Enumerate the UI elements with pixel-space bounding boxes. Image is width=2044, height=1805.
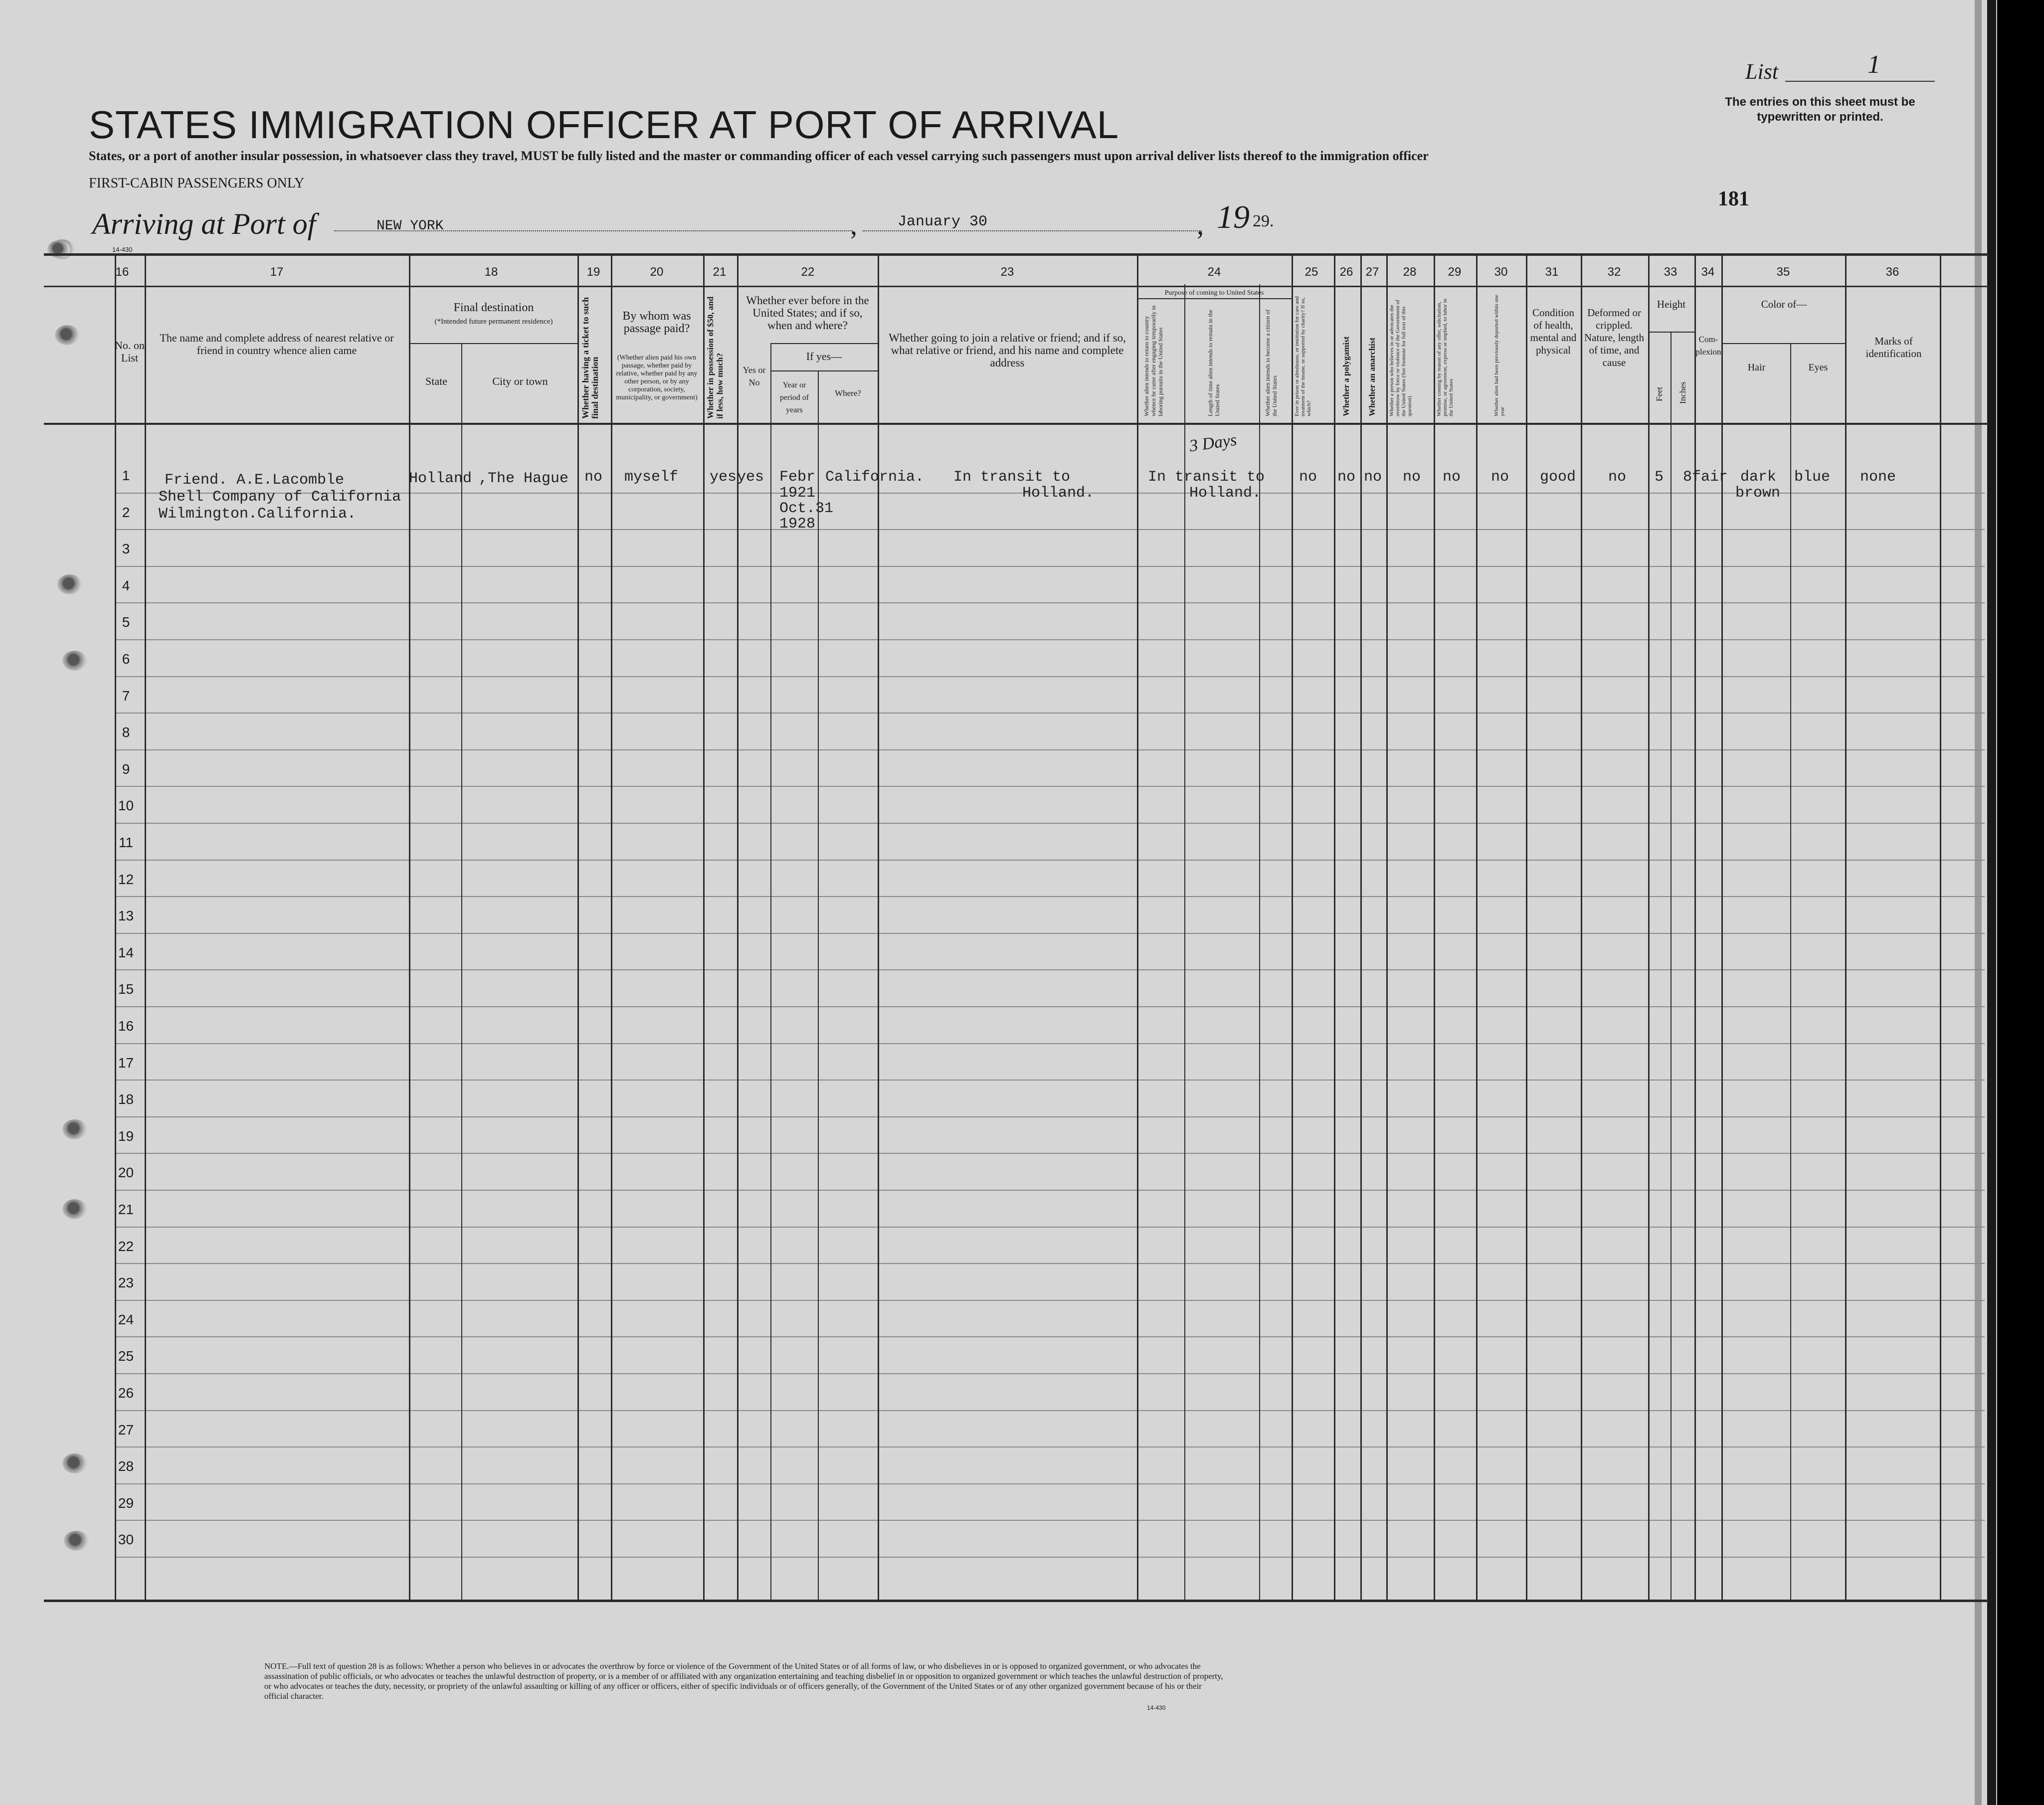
- col-divider: [737, 253, 739, 1600]
- entry-year2b: 1928: [779, 516, 816, 533]
- row-line: [115, 1263, 1985, 1264]
- col-divider: [115, 253, 116, 1600]
- punch-hole: [62, 651, 87, 671]
- row-line: [115, 896, 1985, 897]
- entry-eyes: blue: [1794, 469, 1831, 486]
- column-number: 29: [1448, 265, 1462, 279]
- row-number: 1: [122, 468, 130, 483]
- entry-fifty: yes: [710, 469, 737, 486]
- row-number: 15: [118, 981, 134, 997]
- col-divider: [1292, 253, 1293, 1600]
- row-number: 20: [118, 1165, 134, 1181]
- punch-hole: [62, 1453, 87, 1473]
- entry-length-stay: 3 Days: [1188, 430, 1238, 456]
- header-prison: Ever in prison or almshouse, or institution for care and treatment of the insane, or supported by charity? If so, which?: [1294, 296, 1312, 416]
- entry-polygamist: no: [1337, 469, 1356, 486]
- column-number: 22: [801, 265, 815, 279]
- header-q30: Whether alien had been previously deported within one year: [1493, 294, 1505, 416]
- row-number: 11: [118, 835, 134, 850]
- header-eyes: Eyes: [1808, 362, 1828, 373]
- entry-relative-line2: Shell Company of California: [159, 489, 401, 506]
- row-line: [115, 1557, 1985, 1558]
- header-ever-before: Whether ever before in the United States; and if so, when and where?: [746, 294, 869, 332]
- column-number: 17: [270, 265, 284, 279]
- header-ticket: Whether having a ticket to such final destination: [580, 297, 600, 419]
- col-divider: [1434, 253, 1435, 1600]
- col-divider: [878, 253, 879, 1600]
- row-number: 6: [122, 651, 130, 667]
- entry-ticket: no: [584, 469, 603, 486]
- header-inches: Inches: [1678, 381, 1687, 404]
- header-passage-paid: By whom was passage paid?: [622, 310, 691, 335]
- header-polygamist: Whether a polygamist: [1341, 336, 1351, 416]
- column-number: 35: [1776, 265, 1790, 279]
- entry-year1: Febr: [779, 469, 816, 486]
- row-number: 13: [118, 908, 134, 924]
- header-purpose-return: Whether alien intends to return to country whence he came after engaging temporarily in laboring pursuits in the United States: [1143, 305, 1164, 416]
- instruction-text: States, or a port of another insular possession, in whatsoever class they travel, MUST be fully listed and the master or commanding officer of each vessel carrying such passengers must upon arrival deliver lists thereof to the immigration officer: [89, 149, 1429, 163]
- row-number: 17: [118, 1055, 134, 1071]
- column-number: 23: [1000, 265, 1014, 279]
- row-line: [115, 529, 1985, 530]
- header-no-on-list: No. on List: [115, 339, 145, 364]
- col-divider: [1694, 253, 1696, 1600]
- row-line: [115, 933, 1985, 934]
- header-marks: Marks of identification: [1865, 335, 1922, 360]
- col-divider: [1137, 253, 1138, 1600]
- subheader-rule: [409, 343, 577, 344]
- entry-deformed: no: [1608, 469, 1627, 486]
- header-color-of: Color of—: [1761, 298, 1807, 310]
- entry-q28: no: [1403, 469, 1421, 486]
- header-anarchist: Whether an anarchist: [1367, 337, 1377, 416]
- row-number: 29: [118, 1495, 134, 1511]
- col-divider: [1940, 253, 1941, 1600]
- comma-separator: ,: [1197, 210, 1204, 241]
- column-number: 20: [650, 265, 664, 279]
- column-number: 36: [1885, 265, 1899, 279]
- form-code-top: 14-430: [112, 246, 133, 253]
- header-yes-no: Yes or No: [743, 365, 766, 387]
- header-purpose: Purpose of coming to United States: [1164, 289, 1264, 297]
- header-deformed: Deformed or crippled. Nature, length of time, and cause: [1584, 307, 1645, 368]
- entry-prison: no: [1299, 469, 1317, 486]
- row-line: [115, 1080, 1985, 1081]
- entry-health: good: [1540, 469, 1576, 486]
- row-number: 5: [122, 614, 130, 630]
- list-number: 1: [1867, 50, 1880, 79]
- row-number: 8: [122, 724, 130, 740]
- column-number: 28: [1403, 265, 1417, 279]
- header-nearest-relative: The name and complete address of nearest relative or friend in country whence alien came: [160, 332, 394, 357]
- header-join-relative: Whether going to join a relative or friend; and if so, what relative or friend, and his name and complete address: [889, 332, 1126, 369]
- subheader-rule: [770, 370, 878, 371]
- entry-city: ,The Hague: [479, 470, 569, 487]
- header-health: Condition of health, mental and physical: [1530, 307, 1577, 356]
- entry-complexion: fair: [1692, 469, 1728, 486]
- entry-q30: no: [1491, 469, 1509, 486]
- entry-purpose-return: In transit to: [1148, 469, 1265, 486]
- row-number: 14: [118, 944, 134, 960]
- row-number: 12: [118, 871, 134, 887]
- entry-feet: 5: [1655, 469, 1664, 486]
- column-number: 24: [1207, 265, 1221, 279]
- year-prefix: 19: [1217, 199, 1250, 235]
- row-number: 25: [118, 1348, 134, 1364]
- row-number: 21: [118, 1202, 134, 1217]
- punch-hole: [64, 1531, 89, 1551]
- subheader-rule: [1648, 332, 1694, 333]
- row-line: [115, 1043, 1985, 1044]
- punch-hole: [57, 574, 82, 594]
- row-number: 26: [118, 1385, 134, 1401]
- header-year-period: Year or period of years: [779, 381, 809, 414]
- row-line: [115, 566, 1985, 567]
- row-number: 23: [118, 1275, 134, 1291]
- col-divider: [611, 253, 612, 1600]
- row-number: 9: [122, 761, 130, 777]
- entry-year2: Oct.31: [779, 500, 834, 517]
- form-title: STATES IMMIGRATION OFFICER AT PORT OF ARRIVAL: [89, 103, 1119, 147]
- header-if-yes: If yes—: [806, 350, 842, 362]
- entry-inches: 8: [1683, 469, 1692, 486]
- row-number: 4: [122, 577, 130, 593]
- row-number: 3: [122, 541, 130, 557]
- header-q28: Whether a person who believes in or advocates the overthrow by force or violence of the Government of the United States (See footnote for full text of this question): [1389, 300, 1413, 416]
- row-number: 22: [118, 1238, 134, 1254]
- column-number: 21: [713, 265, 727, 279]
- row-number: 16: [118, 1018, 134, 1034]
- row-line: [115, 1116, 1985, 1117]
- entry-relative-line3: Wilmington.California.: [159, 506, 357, 523]
- entry-q29: no: [1443, 469, 1461, 486]
- footnote: NOTE.—Full text of question 28 is as follows: Whether a person who believes in or advocates the overthrow by force or violence of the Government of the United States or of all forms of law, or who disbelieves in or is opposed to organized government, or who advocates the assassination of public officials, or who advocates or teaches the unlawful destruction of property, or is a member of or affiliated with any organization entertaining and teaching disbelief in or opposition to organized government or which teaches the unlawful destruction of property, or who advocates or teaches the duty, necessity, or propriety of the unlawful assaulting or killing of any officer or officers, either of specific individuals or of officers generally, of the Government of the United States or of any other organized government because of his or their official character.: [264, 1661, 1223, 1701]
- entry-join2: Holland.: [1022, 485, 1095, 502]
- entry-relative-line1: Friend. A.E.Lacomble: [165, 472, 345, 489]
- arrival-port: NEW YORK: [376, 218, 444, 234]
- entry-year1b: 1921: [779, 485, 816, 502]
- page-number: 181: [1718, 187, 1749, 210]
- col-divider: [1334, 253, 1335, 1600]
- entry-purpose-return2: Holland.: [1189, 485, 1262, 502]
- col-divider: [1845, 253, 1847, 1600]
- row-number: 10: [118, 798, 134, 814]
- row-line: [115, 1410, 1985, 1411]
- row-line: [115, 1190, 1985, 1191]
- header-hair: Hair: [1747, 362, 1766, 373]
- row-line: [115, 1483, 1985, 1484]
- arrival-date: January 30: [898, 213, 988, 230]
- row-number: 18: [118, 1091, 134, 1107]
- row-number: 30: [118, 1532, 134, 1548]
- header-city: City or town: [492, 375, 548, 387]
- column-number: 26: [1339, 265, 1353, 279]
- header-bottom-rule: [44, 423, 1989, 425]
- column-number: 31: [1545, 265, 1559, 279]
- header-final-destination-note: (*Intended future permanent residence): [434, 318, 553, 326]
- entry-marks: none: [1860, 469, 1896, 486]
- column-number: 32: [1607, 265, 1621, 279]
- row-line: [115, 602, 1985, 603]
- column-number: 19: [586, 265, 600, 279]
- col-divider: [1581, 253, 1582, 1600]
- col-divider: [461, 344, 462, 1600]
- entry-hair2: brown: [1735, 485, 1781, 502]
- col-divider: [1360, 253, 1362, 1600]
- arriving-label: Arriving at Port of: [92, 207, 316, 240]
- row-line: [115, 823, 1985, 824]
- col-divider: [409, 253, 410, 1600]
- year-suffix: 29.: [1253, 212, 1274, 230]
- row-line: [115, 676, 1985, 677]
- entry-ever-before: yes: [737, 469, 764, 486]
- row-line: [115, 1373, 1985, 1374]
- row-line: [115, 1006, 1985, 1007]
- col-divider: [1386, 253, 1388, 1600]
- col-divider: [1648, 253, 1650, 1600]
- row-number: 2: [122, 504, 130, 520]
- comma-separator: ,: [850, 210, 857, 241]
- row-line: [115, 1520, 1985, 1521]
- row-line: [115, 786, 1985, 787]
- header-citizen: Whether alien intends to become a citizen of the United States: [1264, 309, 1278, 416]
- row-line: [115, 1446, 1985, 1447]
- entry-where: California.: [825, 469, 925, 486]
- header-number-rule: [44, 286, 1989, 287]
- table-top-rule: [44, 253, 1989, 256]
- table-bottom-rule: [44, 1600, 1989, 1602]
- row-number: 28: [118, 1458, 134, 1474]
- punch-hole: [62, 1199, 87, 1219]
- col-divider: [1476, 253, 1478, 1600]
- entry-state: Holland: [409, 470, 472, 487]
- header-q29: Whether coming by reason of any offer, solicitation, promise, or agreement, express or implied, to labor in the United States: [1436, 298, 1454, 416]
- col-divider: [1526, 253, 1527, 1600]
- row-number: 24: [118, 1311, 134, 1327]
- list-label: List: [1745, 59, 1779, 84]
- header-passage-note: (Whether alien paid his own passage, whether paid by relative, whether paid by any other person, or by any corporation, society, municipality, or government): [616, 354, 698, 401]
- page-edge-shadow: [1975, 0, 1982, 1805]
- header-final-destination: Final destination: [453, 301, 534, 314]
- col-divider: [818, 371, 819, 1600]
- header-length-stay: Length of time alien intends to remain in the United States: [1207, 310, 1221, 416]
- punch-hole: [55, 325, 80, 345]
- typewritten-note: The entries on this sheet must be typewritten or printed.: [1725, 95, 1915, 124]
- col-divider: [1721, 253, 1723, 1600]
- entry-hair: dark: [1740, 469, 1777, 486]
- row-number: 27: [118, 1422, 134, 1438]
- row-number: 19: [118, 1128, 134, 1144]
- column-number: 25: [1304, 265, 1318, 279]
- row-line: [115, 1336, 1985, 1337]
- entry-anarchist: no: [1364, 469, 1382, 486]
- row-line: [115, 969, 1985, 970]
- row-line: [115, 1300, 1985, 1301]
- list-number-line: [1785, 56, 1935, 82]
- header-complexion: Com-plexion: [1695, 335, 1721, 357]
- form-code-bottom: 14-430: [1147, 1704, 1166, 1711]
- page-edge: [1987, 0, 1996, 1805]
- col-divider: [145, 253, 146, 1600]
- subheader-rule: [1721, 343, 1845, 344]
- class-label: FIRST-CABIN PASSENGERS ONLY: [89, 176, 305, 191]
- row-line: [115, 749, 1985, 750]
- row-line: [115, 860, 1985, 861]
- header-state: State: [425, 375, 447, 387]
- header-where: Where?: [835, 388, 861, 398]
- header-feet: Feet: [1655, 386, 1664, 401]
- col-divider: [770, 344, 771, 1600]
- col-divider: [1671, 332, 1672, 1600]
- header-height: Height: [1657, 298, 1686, 310]
- subheader-rule: [770, 343, 878, 344]
- column-number: 34: [1701, 265, 1715, 279]
- row-line: [115, 639, 1985, 640]
- col-divider: [1790, 344, 1791, 1600]
- date-line: [863, 230, 1202, 231]
- column-number: 27: [1365, 265, 1379, 279]
- column-number: 18: [484, 265, 498, 279]
- entry-paid-by: myself: [624, 469, 679, 486]
- header-fifty-dollars: Whether in possession of $50, and if less, how much?: [706, 296, 725, 419]
- col-divider: [703, 253, 705, 1600]
- row-line: [115, 713, 1985, 714]
- column-number: 30: [1494, 265, 1508, 279]
- row-number: 7: [122, 688, 130, 704]
- column-number: 16: [115, 265, 129, 279]
- row-line: [115, 1153, 1985, 1154]
- column-number: 33: [1664, 265, 1677, 279]
- punch-hole: [62, 1119, 87, 1139]
- row-line: [115, 1227, 1985, 1228]
- entry-join: In transit to: [953, 469, 1071, 486]
- col-divider: [577, 253, 579, 1600]
